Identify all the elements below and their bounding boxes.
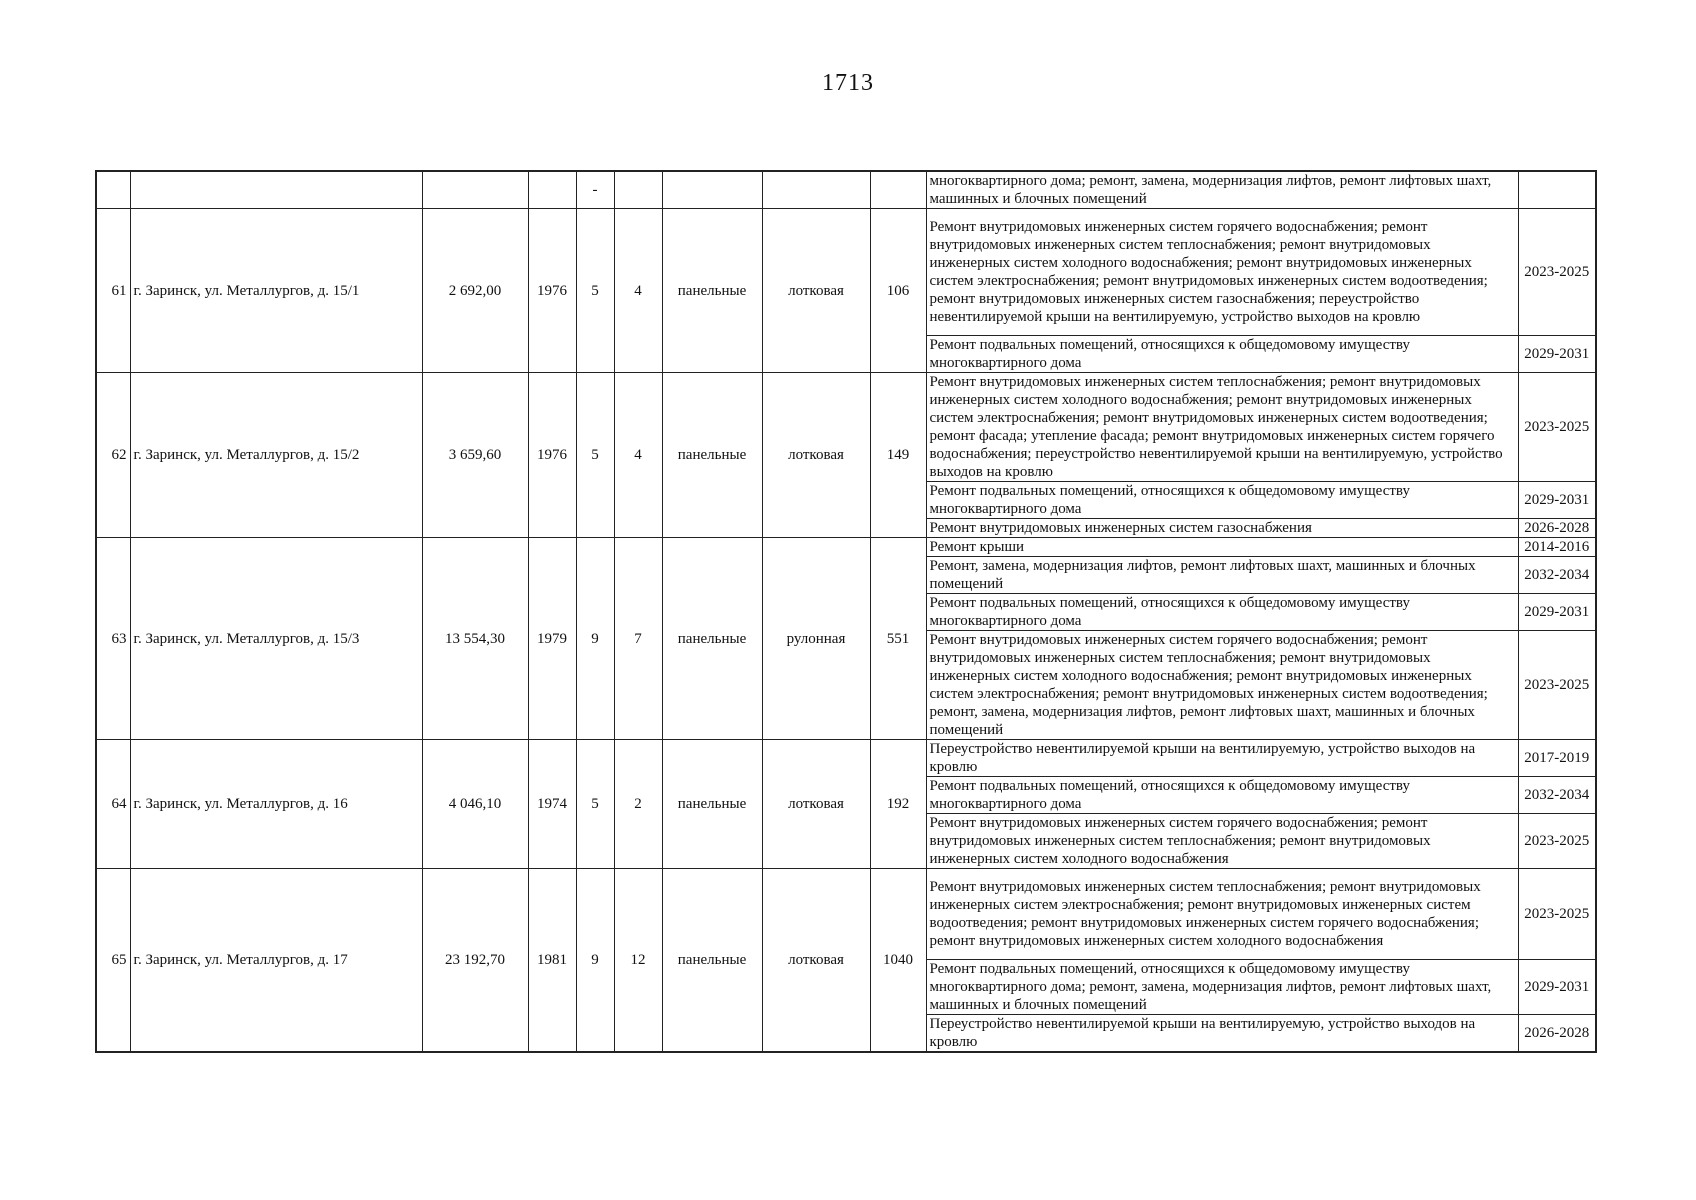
work-cell: Ремонт подвальных помещений, относящихся к общедомовому имуществу многоквартирного дома	[926, 594, 1518, 631]
year-cell: 1981	[528, 869, 576, 1053]
residents-cell: 106	[870, 209, 926, 373]
entrances-cell: 4	[614, 373, 662, 538]
table-row	[96, 538, 1596, 557]
residents-cell: 192	[870, 740, 926, 869]
work-cell: Ремонт, замена, модернизация лифтов, ремонт лифтовых шахт, машинных и блочных помещений	[926, 557, 1518, 594]
roof-cell: лотковая	[762, 209, 870, 373]
residents-cell: 149	[870, 373, 926, 538]
walls-cell: панельные	[662, 373, 762, 538]
area-cell: 13 554,30	[422, 538, 528, 740]
period-cell: 2023-2025	[1518, 209, 1596, 336]
work-cell: Ремонт подвальных помещений, относящихся к общедомовому имуществу многоквартирного дома	[926, 777, 1518, 814]
period-cell: 2029-2031	[1518, 960, 1596, 1015]
period-cell: 2032-2034	[1518, 777, 1596, 814]
period-cell: 2032-2034	[1518, 557, 1596, 594]
work-cell: Ремонт внутридомовых инженерных систем горячего водоснабжения; ремонт внутридомовых инженерных систем теплоснабжения; ремонт внутридомовых инженерных систем холодного водоснабжения	[926, 814, 1518, 869]
work-cell: Ремонт внутридомовых инженерных систем горячего водоснабжения; ремонт внутридомовых инженерных систем теплоснабжения; ремонт внутридомовых инженерных систем холодного водоснабжения; ремонт внутридомовых инженерных систем электроснабжения; ремонт внутридомовых инженерных систем водоотведения; ремонт внутридомовых инженерных систем газоснабжения; переустройство невентилируемой крыши на вентилируемую, устройство выходов на кровлю	[926, 209, 1518, 336]
address-cell: г. Заринск, ул. Металлургов, д. 15/2	[130, 373, 422, 538]
period-cell: 2026-2028	[1518, 519, 1596, 538]
period-cell: 2029-2031	[1518, 594, 1596, 631]
entrances-cell: 4	[614, 209, 662, 373]
period-cell: 2026-2028	[1518, 1015, 1596, 1053]
walls-cell: панельные	[662, 869, 762, 1053]
roof-cell: лотковая	[762, 373, 870, 538]
work-cell: Ремонт внутридомовых инженерных систем теплоснабжения; ремонт внутридомовых инженерных систем электроснабжения; ремонт внутридомовых инженерных систем водоотведения; ремонт внутридомовых инженерных систем горячего водоснабжения; ремонт внутридомовых инженерных систем холодного водоснабжения	[926, 869, 1518, 960]
entrances-cell: 2	[614, 740, 662, 869]
table-row	[96, 209, 1596, 336]
row-number: 64	[96, 740, 130, 869]
floors-cell: 9	[576, 869, 614, 1053]
roof-cell: лотковая	[762, 869, 870, 1053]
carryover-period	[1518, 171, 1596, 209]
address-cell: г. Заринск, ул. Металлургов, д. 15/1	[130, 209, 422, 373]
page-number: 1713	[822, 70, 874, 96]
work-cell: Ремонт внутридомовых инженерных систем горячего водоснабжения; ремонт внутридомовых инженерных систем теплоснабжения; ремонт внутридомовых инженерных систем холодного водоснабжения; ремонт внутридомовых инженерных систем электроснабжения; ремонт внутридомовых инженерных систем водоотведения; ремонт, замена, модернизация лифтов, ремонт лифтовых шахт, машинных и блочных помещений	[926, 631, 1518, 740]
row-number: 65	[96, 869, 130, 1053]
period-cell: 2017-2019	[1518, 740, 1596, 777]
residents-cell: 1040	[870, 869, 926, 1053]
address-cell: г. Заринск, ул. Металлургов, д. 17	[130, 869, 422, 1053]
walls-cell: панельные	[662, 740, 762, 869]
work-cell: Ремонт крыши	[926, 538, 1518, 557]
row-number: 62	[96, 373, 130, 538]
floors-cell: 5	[576, 209, 614, 373]
roof-cell: лотковая	[762, 740, 870, 869]
period-cell: 2029-2031	[1518, 336, 1596, 373]
floors-cell: 5	[576, 373, 614, 538]
area-cell: 3 659,60	[422, 373, 528, 538]
area-cell: 4 046,10	[422, 740, 528, 869]
period-cell: 2014-2016	[1518, 538, 1596, 557]
year-cell: 1976	[528, 373, 576, 538]
area-cell: 2 692,00	[422, 209, 528, 373]
period-cell: 2023-2025	[1518, 869, 1596, 960]
carryover-work: многоквартирного дома; ремонт, замена, модернизация лифтов, ремонт лифтовых шахт, машинных и блочных помещений	[926, 171, 1518, 209]
floors-cell: 5	[576, 740, 614, 869]
work-cell: Ремонт подвальных помещений, относящихся к общедомовому имуществу многоквартирного дома	[926, 482, 1518, 519]
floors-cell: 9	[576, 538, 614, 740]
area-cell: 23 192,70	[422, 869, 528, 1053]
carryover-mark: -	[576, 171, 614, 209]
entrances-cell: 12	[614, 869, 662, 1053]
period-cell: 2029-2031	[1518, 482, 1596, 519]
row-number: 61	[96, 209, 130, 373]
walls-cell: панельные	[662, 538, 762, 740]
table-row-carryover	[96, 171, 1596, 209]
work-cell: Ремонт подвальных помещений, относящихся к общедомовому имуществу многоквартирного дома; ремонт, замена, модернизация лифтов, ремонт лифтовых шахт, машинных и блочных помещений	[926, 960, 1518, 1015]
entrances-cell: 7	[614, 538, 662, 740]
work-cell: Переустройство невентилируемой крыши на вентилируемую, устройство выходов на кровлю	[926, 1015, 1518, 1053]
table-row	[96, 373, 1596, 482]
period-cell: 2023-2025	[1518, 373, 1596, 482]
work-cell: Ремонт подвальных помещений, относящихся к общедомовому имуществу многоквартирного дома	[926, 336, 1518, 373]
period-cell: 2023-2025	[1518, 814, 1596, 869]
table-row	[96, 869, 1596, 960]
work-cell: Переустройство невентилируемой крыши на вентилируемую, устройство выходов на кровлю	[926, 740, 1518, 777]
address-cell: г. Заринск, ул. Металлургов, д. 15/3	[130, 538, 422, 740]
period-cell: 2023-2025	[1518, 631, 1596, 740]
walls-cell: панельные	[662, 209, 762, 373]
year-cell: 1979	[528, 538, 576, 740]
work-cell: Ремонт внутридомовых инженерных систем теплоснабжения; ремонт внутридомовых инженерных систем холодного водоснабжения; ремонт внутридомовых инженерных систем электроснабжения; ремонт внутридомовых инженерных систем водоотведения; ремонт фасада; утепление фасада; ремонт внутридомовых инженерных систем горячего водоснабжения; переустройство невентилируемой крыши на вентилируемую, устройство выходов на кровлю	[926, 373, 1518, 482]
address-cell: г. Заринск, ул. Металлургов, д. 16	[130, 740, 422, 869]
table-row	[96, 740, 1596, 777]
residents-cell: 551	[870, 538, 926, 740]
work-cell: Ремонт внутридомовых инженерных систем газоснабжения	[926, 519, 1518, 538]
year-cell: 1976	[528, 209, 576, 373]
row-number: 63	[96, 538, 130, 740]
roof-cell: рулонная	[762, 538, 870, 740]
year-cell: 1974	[528, 740, 576, 869]
housing-registry-table	[95, 170, 1597, 1053]
